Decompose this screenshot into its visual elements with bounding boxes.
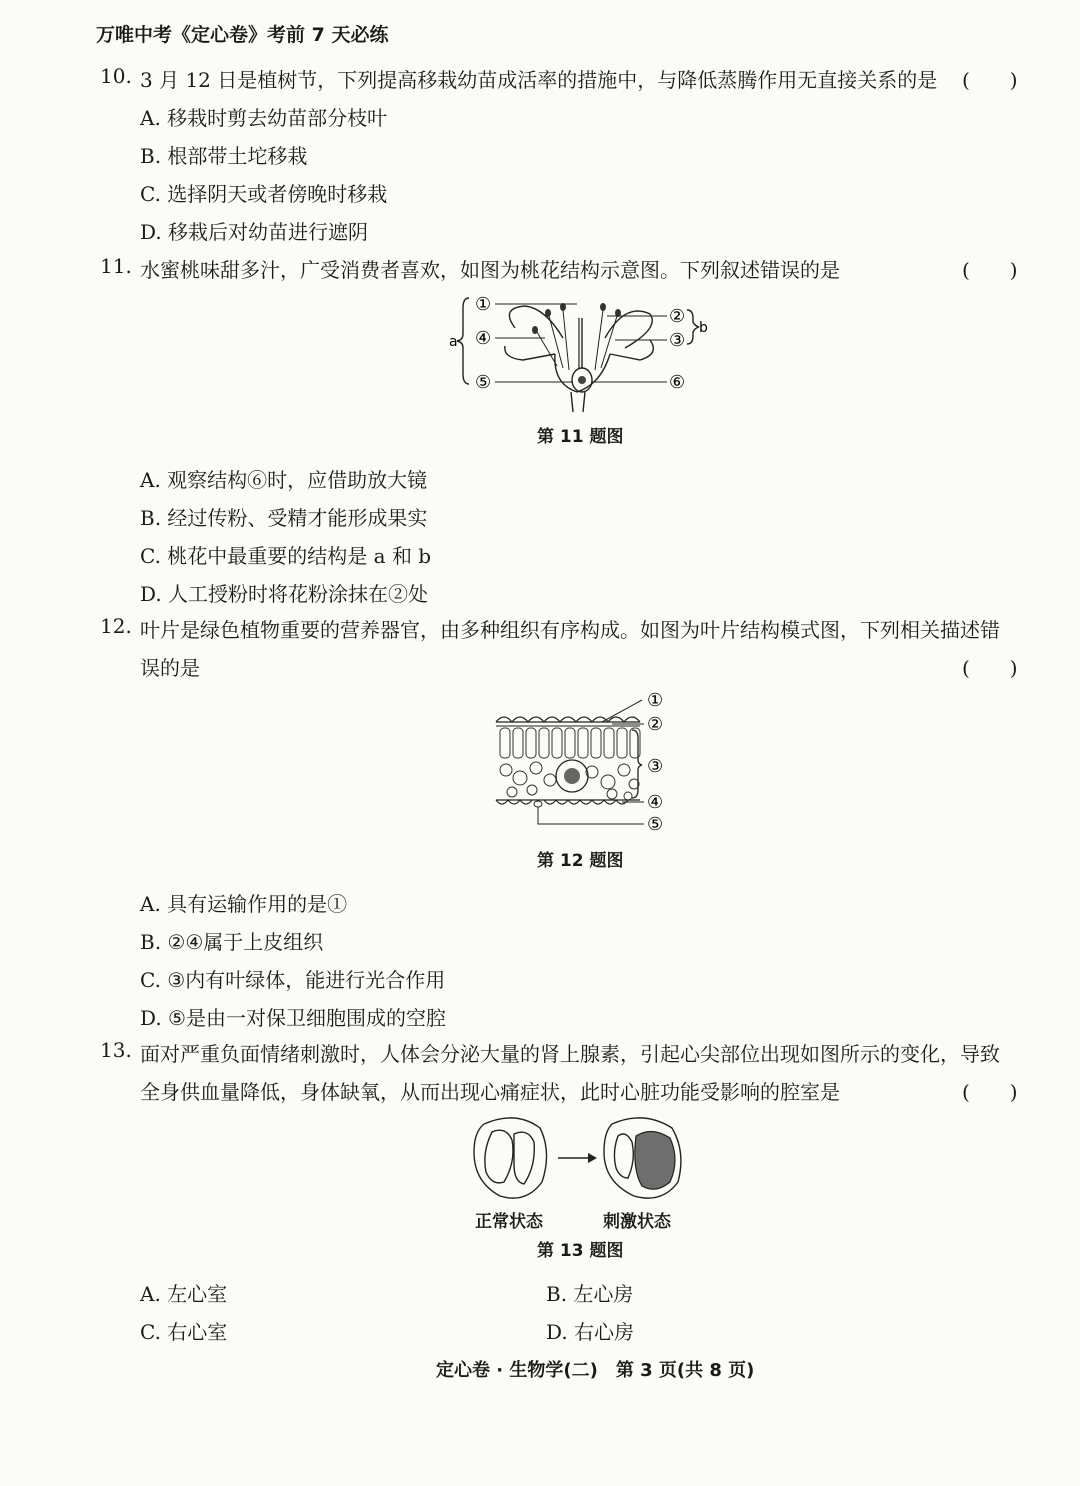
- q12-number: 12.: [100, 614, 132, 638]
- q12-answer-paren: ( ): [962, 656, 1018, 680]
- q13-option-b: B. 左心房: [546, 1282, 634, 1306]
- fig11-label-1: ①: [475, 294, 492, 315]
- q10-option-a: A. 移栽时剪去幼苗部分枝叶: [140, 106, 388, 130]
- q10-option-b: B. 根部带土坨移栽: [140, 144, 308, 168]
- q13-figure-caption: 第 13 题图: [537, 1241, 624, 1261]
- q11-option-d: D. 人工授粉时将花粉涂抹在②处: [140, 582, 429, 606]
- q13-option-c: C. 右心室: [140, 1320, 228, 1344]
- page-footer: 定心卷 · 生物学(二) 第 3 页(共 8 页): [436, 1360, 755, 1381]
- fig12-label-5: ⑤: [647, 814, 664, 835]
- q13-state-stimulated: 刺激状态: [603, 1212, 671, 1232]
- q13-option-a: A. 左心室: [140, 1282, 228, 1306]
- q10-option-d: D. 移栽后对幼苗进行遮阴: [140, 220, 369, 244]
- peach-flower-figure: [445, 288, 715, 416]
- fig12-label-2: ②: [647, 714, 664, 735]
- q11-option-c: C. 桃花中最重要的结构是 a 和 b: [140, 544, 432, 568]
- q12-option-d: D. ⑤是由一对保卫细胞围成的空腔: [140, 1006, 446, 1030]
- fig11-label-a: a: [449, 334, 458, 350]
- q11-figure-caption: 第 11 题图: [537, 427, 624, 447]
- fig12-label-4: ④: [647, 792, 664, 813]
- q13-answer-paren: ( ): [962, 1080, 1018, 1104]
- q10-answer-paren: ( ): [962, 68, 1018, 92]
- page-header: 万唯中考《定心卷》考前 7 天必练: [96, 24, 389, 46]
- fig11-label-3: ③: [669, 330, 686, 351]
- fig11-label-4: ④: [475, 328, 492, 349]
- q11-answer-paren: ( ): [962, 258, 1018, 282]
- fig11-label-2: ②: [669, 306, 686, 327]
- q12-option-b: B. ②④属于上皮组织: [140, 930, 324, 954]
- q12-figure-caption: 第 12 题图: [537, 851, 624, 871]
- q13-state-normal: 正常状态: [475, 1212, 543, 1232]
- q13-number: 13.: [100, 1038, 132, 1062]
- q12-option-c: C. ③内有叶绿体，能进行光合作用: [140, 968, 446, 992]
- q13-stem-line2: 全身供血量降低，身体缺氧，从而出现心痛症状，此时心脏功能受影响的腔室是: [140, 1080, 840, 1104]
- q13-option-d: D. 右心房: [546, 1320, 635, 1344]
- normal-heart: [474, 1118, 547, 1198]
- q10-number: 10.: [100, 64, 132, 88]
- q11-number: 11.: [100, 254, 132, 278]
- fig11-label-b: b: [699, 320, 708, 336]
- fig11-label-5: ⑤: [475, 372, 492, 393]
- q10-stem: 3 月 12 日是植树节，下列提高移栽幼苗成活率的措施中，与降低蒸腾作用无直接关系的是: [140, 68, 938, 92]
- q11-option-b: B. 经过传粉、受精才能形成果实: [140, 506, 428, 530]
- leaf-structure-figure: [492, 688, 682, 838]
- q11-option-a: A. 观察结构⑥时，应借助放大镜: [140, 468, 428, 492]
- fig12-label-1: ①: [647, 690, 664, 711]
- fig12-label-3: ③: [647, 756, 664, 777]
- q12-stem-line1: 叶片是绿色植物重要的营养器官，由多种组织有序构成。如图为叶片结构模式图，下列相关描述错: [140, 618, 1000, 642]
- q12-stem-line2: 误的是: [140, 656, 200, 680]
- q13-stem-line1: 面对严重负面情绪刺激时，人体会分泌大量的肾上腺素，引起心尖部位出现如图所示的变化，导致: [140, 1042, 1000, 1066]
- q11-stem: 水蜜桃味甜多汁，广受消费者喜欢，如图为桃花结构示意图。下列叙述错误的是: [140, 258, 840, 282]
- heart-figure: [466, 1112, 696, 1206]
- q10-option-c: C. 选择阴天或者傍晚时移栽: [140, 182, 388, 206]
- q12-option-a: A. 具有运输作用的是①: [140, 892, 348, 916]
- fig11-label-6: ⑥: [669, 372, 686, 393]
